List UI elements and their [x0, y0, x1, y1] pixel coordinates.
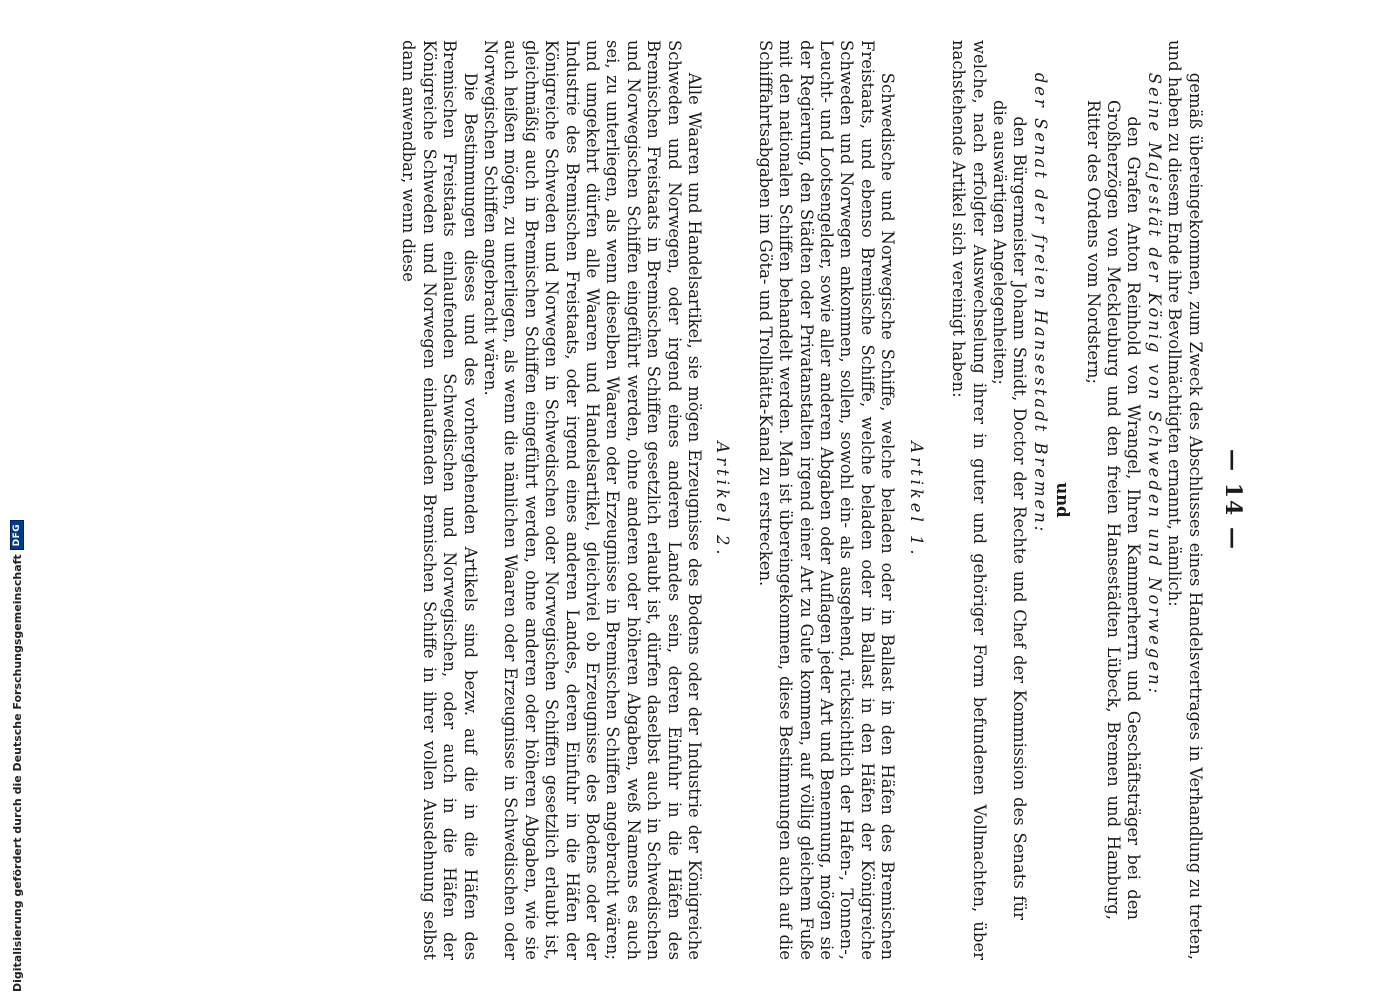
- powers-paragraph: welche, nach erfolgter Auswechselung ihrer in guter und gehöriger Form befundenen Vollmachten, über nachstehende Artikel sich vereinigt haben:: [949, 40, 989, 960]
- conjunction-und: und: [1053, 482, 1073, 518]
- party1-heading: Seine Majestät der König von Schweden und Norwegen:: [1144, 72, 1164, 697]
- party1-representative-text: den Grafen Anton Reinhold von Wrangel, Ihren Kammerherrn und Geschäftsträger bei den Großherzögen von Meckleuburg und den freien Hansestädten Lübeck, Bremen und Hamburg, Ritter des Ordens vom Nordstern;: [1083, 100, 1144, 920]
- article1-title: Artikel 1.: [906, 441, 926, 559]
- credit-text: Digitalisierung gefördert durch die Deutsche Forschungsgemeinschaft: [10, 554, 24, 992]
- document-page: [111, 10, 1271, 990]
- page-number: — 14 —: [1220, 449, 1246, 551]
- party2-representative: [989, 40, 1030, 960]
- article2-text: Alle Waaren und Handelsartikel, sie mögen Erzeugnisse des Bodens oder der Industrie der Königreiche Schweden und Norwegen, oder irgend eines anderen Landes sein, deren Einfuhr in die Häfen des Bremischen Freistaats in Bremischen Schiffen gesetzlich erlaubt ist, dürfen daselbst auch in Schwedischen und Norwegischen Schiffen eingeführt werden, ohne anderen oder höheren Abgaben, weß Namens es auch sei, zu unterliegen, als wenn dieselben Waaren oder Erzeugnisse in Bremischen Schiffen angebracht wären; und umgekehrt dürfen alle Waaren und Handelsartikel, gleichviel ob Erzeugnisse des Bodens oder der Industrie des Bremischen Freistaats, oder irgend eines anderen Landes, deren Einfuhr in die Häfen der Königreiche Schweden und Norwegen in Schwedischen oder Norwegischen Schiffen gesetzlich erlaubt ist, gleichmäßig auch in Bremischen Schiffen eingeführt werden, ohne anderen oder höheren Abgaben, wie sie auch heißen mögen, zu unterliegen, als wenn die nämlichen Waaren oder Erzeugnisse in Schwedischen oder Norwegischen Schiffen angebracht wären.: [481, 40, 705, 960]
- party2-heading: der Senat der freien Hansestadt Bremen:: [1030, 72, 1050, 535]
- dfg-logo: DFG: [10, 520, 24, 551]
- article1-text: Schwedische und Norwegische Schiffe, welche beladen oder in Ballast in den Häfen des Bremischen Freistaats, und ebenso Bremische Schiffe, welche beladen oder in Ballast in den Häfen der Königreiche Schweden und Norwegen ankommen, sollen, sowohl ein- als ausgehend, rücksichtlich der Hafen-, Tonnen-, Leucht- und Lootsengelder, sowie aller anderen Abgaben oder Auflagen jeder Art und Benennung, mögen sie der Regierung, den Städten oder Privatanstalten irgend einer Art zu Gute kommen, auf völlig gleichem Fuße mit den nationalen Schiffen behandelt werden. Man ist übereingekommen, diese Bestimmungen auch auf die Schifffahrtsabgaben im Göta- und Trollhätta-Kanal zu erstrecken.: [755, 40, 898, 960]
- party2-representative-text: den Bürgermeister Johann Smidt, Doctor der Rechte und Chef der Kommission des Senats für die auswärtigen Angelegenheiten;: [989, 100, 1030, 920]
- party1-representative: [1082, 40, 1143, 960]
- article2-continuation: Die Bestimmungen dieses und des vorhergehenden Artikels sind bezw. auf die in die Häfen des Bremischen Freistaats einlaufenden Schwedischen und Norwegischen, oder auch in die Häfen der Königreiche Schweden und Norwegen einlaufenden Bremischen Schiffe in ihrer vollen Ausdehnung selbst dann anwendbar, wenn diese: [399, 40, 480, 960]
- article2-title: Artikel 2.: [713, 441, 733, 559]
- intro-paragraph: gemäß übereingekommen, zum Zweck des Abschlusses eines Handelsvertrages in Verhandlung zu treten, und haben zu diesem Ende ihre Bevollmächtigten ernannt, nämlich:: [1165, 40, 1205, 960]
- digitization-credit: [10, 523, 24, 992]
